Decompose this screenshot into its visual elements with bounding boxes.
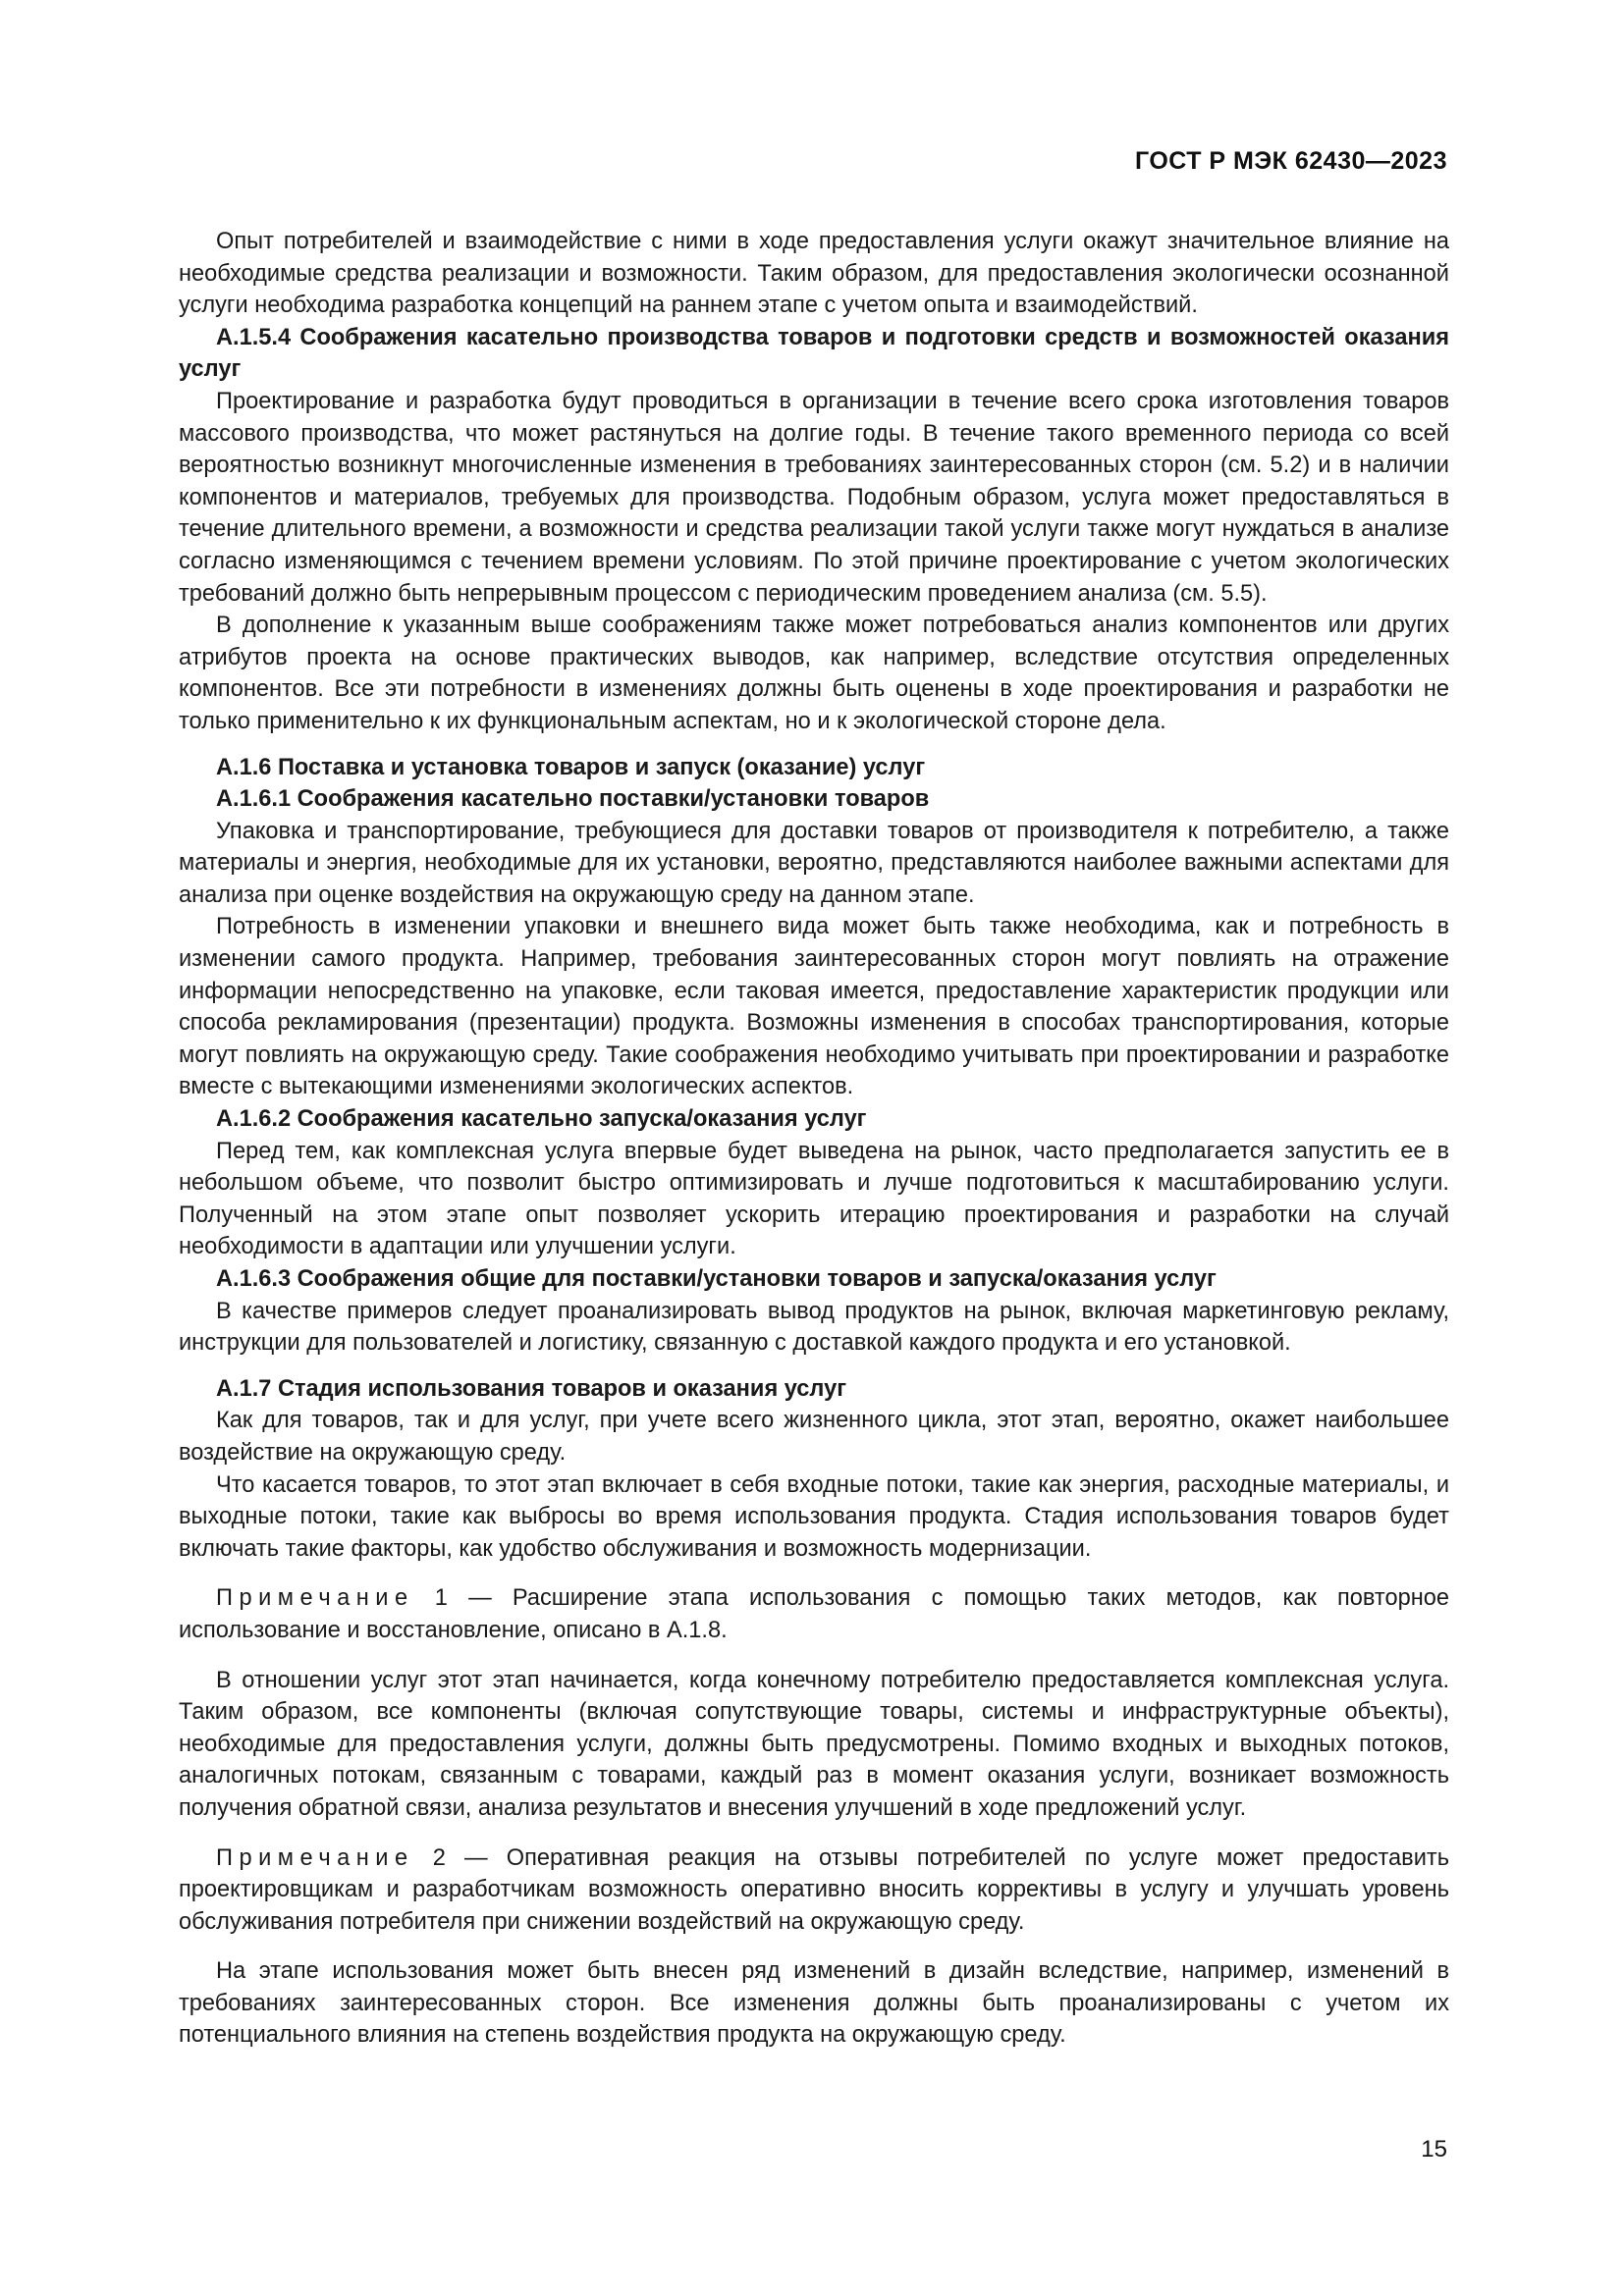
paragraph: На этапе использования может быть внесен ряд изменений в дизайн вследствие, например, изменений в требованиях заинтересованных сторон. Все изменения должны быть проанализированы с учетом их потенциального влияния на степень воздействия продукта на окружающую среду.: [179, 1958, 1449, 2049]
note-text: 2 — Оперативная реакция на отзывы потребителей по услуге может предоставить проектировщикам и разработчикам возможность оперативно вносить коррективы в услугу и улучшать уровень обслуживания потребителя при снижении воздействий на окружающую среду.: [179, 1844, 1449, 1935]
note-1: [179, 1582, 1449, 1646]
paragraph: Что касается товаров, то этот этап включает в себя входные потоки, такие как энергия, расходные материалы, и выходные потоки, такие как выбросы во время использования продукта. Стадия использования товаров будет включать такие факторы, как удобство обслуживания и возможность модернизации.: [179, 1471, 1449, 1562]
paragraph: Опыт потребителей и взаимодействие с ними в ходе предоставления услуги окажут значительное влияние на необходимые средства реализации и возможности. Таким образом, для предоставления экологически осознанной услуги необходима разработка концепций на раннем этапе с учетом опыта и взаимодействий.: [179, 229, 1449, 319]
section-heading-a163: А.1.6.3 Соображения общие для поставки/установки товаров и запуска/оказания услуг: [216, 1266, 1217, 1292]
note-label: Примечание: [216, 1585, 414, 1612]
note-2: [179, 1842, 1449, 1939]
section-heading-a16: А.1.6 Поставка и установка товаров и запуск (оказание) услуг: [216, 754, 926, 780]
paragraph: В качестве примеров следует проанализировать вывод продуктов на рынок, включая маркетинговую рекламу, инструкции для пользователей и логистику, связанную с доставкой каждого продукта и его установкой.: [179, 1298, 1449, 1357]
paragraph: Потребность в изменении упаковки и внешнего вида может быть также необходима, как и потребность в изменении самого продукта. Например, требования заинтересованных сторон могут повлиять на отражение информации непосредственно на упаковке, если таковая имеется, предоставление характеристик продукции или способа рекламирования (презентации) продукта. Возможны изменения в способах транспортирования, которые могут повлиять на окружающую среду. Такие соображения необходимо учитывать при проектировании и разработке вместе с вытекающими изменениями экологических аспектов.: [179, 914, 1449, 1100]
standard-header: ГОСТ Р МЭК 62430—2023: [1134, 147, 1447, 175]
section-heading-a162: А.1.6.2 Соображения касательно запуска/оказания услуг: [216, 1106, 867, 1133]
paragraph: В дополнение к указанным выше соображениям также может потребоваться анализ компонентов или других атрибутов проекта на основе практических выводов, как например, вследствие отсутствия определенных компонентов. Все эти потребности в изменениях должны быть оценены в ходе проектирования и разработки не только применительно к их функциональным аспектам, но и к экологической стороне дела.: [179, 613, 1449, 734]
document-body: [179, 226, 1449, 2052]
page-number: 15: [1421, 2136, 1447, 2163]
paragraph: Проектирование и разработка будут проводиться в организации в течение всего срока изготовления товаров массового производства, что может растянуться на долгие годы. В течение такого временного периода со всей вероятностью возникнут многочисленные изменения в требованиях заинтересованных сторон (см. 5.2) и в наличии компонентов и материалов, требуемых для производства. Подобным образом, услуга может предоставляться в течение длительного времени, а возможности и средства реализации такой услуги также могут нуждаться в анализе согласно изменяющимся с течением времени условиям. По этой причине проектирование с учетом экологических требований должно быть непрерывным процессом с периодическим проведением анализа (см. 5.5).: [179, 388, 1449, 607]
paragraph: Перед тем, как комплексная услуга впервые будет выведена на рынок, часто предполагается запустить ее в небольшом объеме, что позволит быстро оптимизировать и лучше подготовиться к масштабированию услуги. Полученный на этом этапе опыт позволяет ускорить итерацию проектирования и разработки на случай необходимости в адаптации или улучшении услуги.: [179, 1138, 1449, 1260]
paragraph: Как для товаров, так и для услуг, при учете всего жизненного цикла, этот этап, вероятно, окажет наибольшее воздействие на окружающую среду.: [179, 1408, 1449, 1466]
section-heading-a17: А.1.7 Стадия использования товаров и оказания услуг: [216, 1375, 847, 1402]
note-label: Примечание: [216, 1844, 414, 1871]
paragraph: В отношении услуг этот этап начинается, когда конечному потребителю предоставляется комплексная услуга. Таким образом, все компоненты (включая сопутствующие товары, системы и инфраструктурные объекты), необходимые для предоставления услуги, должны быть предусмотрены. Помимо входных и выходных потоков, аналогичных потокам, связанным с товарами, каждый раз в момент оказания услуги, возникает возможность получения обратной связи, анализа результатов и внесения улучшений в ходе предложений услуг.: [179, 1667, 1449, 1821]
section-heading-a161: А.1.6.1 Соображения касательно поставки/установки товаров: [216, 786, 930, 813]
note-text: 1 — Расширение этапа использования с помощью таких методов, как повторное использование и восстановление, описано в А.1.8.: [179, 1585, 1449, 1643]
paragraph: Упаковка и транспортирование, требующиеся для доставки товаров от производителя к потребителю, а также материалы и энергия, необходимые для их установки, вероятно, представляются наиболее важными аспектами для анализа при оценке воздействия на окружающую среду на данном этапе.: [179, 818, 1449, 908]
section-heading-a154: А.1.5.4 Соображения касательно производства товаров и подготовки средств и возможностей оказания услуг: [179, 324, 1449, 383]
